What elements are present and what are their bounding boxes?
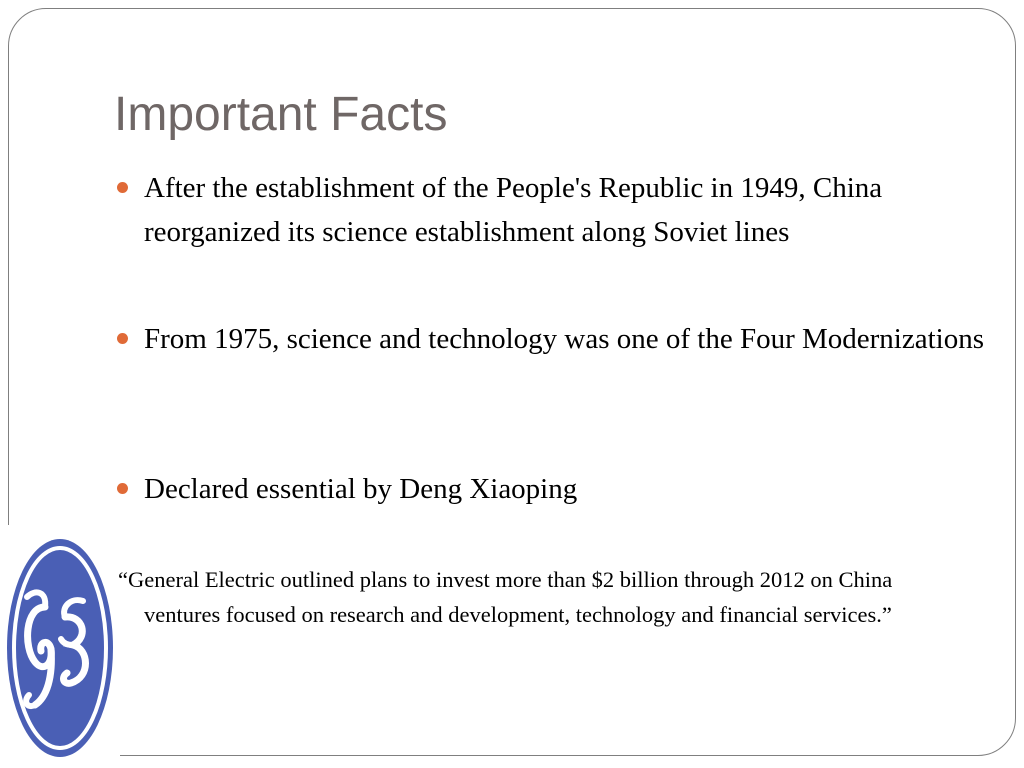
bullet-item: [144, 317, 984, 361]
bullet-text: After the establishment of the People's Republic in 1949, China reorganized its science establishment along Soviet lines: [144, 172, 883, 248]
bullet-item: [144, 467, 984, 511]
bullet-text: From 1975, science and technology was one of the Four Modernizations: [144, 323, 985, 355]
ge-logo-icon: [5, 537, 115, 759]
bullet-text: Declared essential by Deng Xiaoping: [144, 473, 578, 505]
quote-text: “General Electric outlined plans to invest more than $2 billion through 2012 on China ventures focused on research and development, technology and financial services.”: [118, 567, 893, 627]
bullet-dot-icon: [117, 182, 128, 193]
bullet-item: [144, 166, 984, 254]
slide-title: Important Facts: [114, 88, 448, 141]
bullet-dot-icon: [117, 483, 128, 494]
bullet-dot-icon: [117, 333, 128, 344]
